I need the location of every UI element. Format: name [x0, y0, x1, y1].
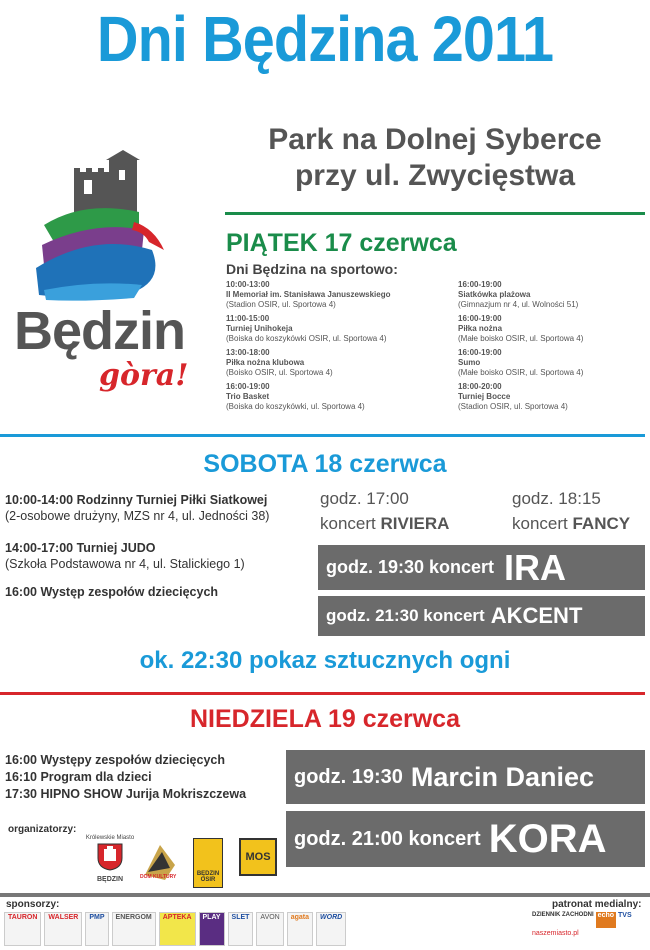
- sponsor-logo: PMP: [85, 912, 108, 946]
- bedzin-logo: [14, 150, 214, 400]
- saturday-heading: SOBOTA 18 czerwca: [203, 450, 447, 478]
- patron-logo: naszemiasto.pl: [532, 930, 579, 937]
- sponsor-logo: ENERGOM: [112, 912, 156, 946]
- crest-icon: [95, 841, 125, 871]
- friday-left-column: [226, 280, 456, 412]
- patron-logo: echo: [596, 912, 616, 928]
- list-item: 16:00-19:00 Piłka nożna (Małe boisko OSIR, ul. Sportowa 4): [458, 314, 584, 343]
- concert-kora-bar: godz. 21:00 koncert KORA: [286, 811, 645, 867]
- concert-akcent-bar: godz. 21:30 koncert AKCENT: [318, 596, 645, 636]
- friday-subheading: Dni Będzina na sportowo:: [226, 261, 398, 277]
- list-item: 17:30 HIPNO SHOW Jurija Mokriszczewa: [5, 787, 247, 801]
- footer-rule: [0, 893, 650, 897]
- sponsor-logo: AVON: [256, 912, 283, 946]
- list-item: 14:00-17:00 Turniej JUDO (Szkoła Podstawowa nr 4, ul. Stalickiego 1): [5, 541, 245, 571]
- sponsors-label: sponsorzy:: [6, 899, 60, 910]
- list-item: 16:00-19:00 Sumo (Małe boisko OSIR, ul. Sportowa 4): [458, 348, 584, 377]
- list-item: 11:00-15:00 Turniej Unihokeja (Boiska do koszykówki OSIR, ul. Sportowa 4): [226, 314, 387, 343]
- sponsor-logo: APTEKA: [159, 912, 196, 946]
- saturday-rule: [0, 434, 645, 437]
- sponsor-logo: WALSER: [44, 912, 82, 946]
- friday-rule: [225, 212, 645, 215]
- list-item: 10:00-14:00 Rodzinny Turniej Piłki Siatkowej (2-osobowe drużyny, MZS nr 4, ul. Jedności 38): [5, 493, 270, 523]
- list-item: 13:00-18:00 Piłka nożna klubowa (Boisko OSIR, ul. Sportowa 4): [226, 348, 333, 377]
- dom-kultury-logo: DOM KULTURY: [140, 840, 180, 885]
- list-item: 16:00 Występy zespołów dziecięcych: [5, 753, 226, 767]
- sponsor-logo: WORD: [316, 912, 346, 946]
- list-item: 16:00-19:00 Trio Basket (Boiska do koszykówki, ul. Sportowa 4): [226, 382, 365, 411]
- patron-logo: DZIENNIK ZACHODNI: [532, 912, 594, 918]
- sponsor-logo: agata: [287, 912, 313, 946]
- sponsor-logo: SLET: [228, 912, 254, 946]
- organizers-label: organizatorzy:: [8, 824, 77, 835]
- list-item: 16:10 Program dla dzieci: [5, 770, 152, 784]
- osir-logo: BĘDZIN OSIR: [193, 838, 223, 888]
- friday-heading: PIĄTEK 17 czerwca: [226, 229, 457, 257]
- logo-wordmark: Będzin: [14, 301, 186, 361]
- mos-logo: MOS: [238, 838, 278, 886]
- venue-line-2: przy ul. Zwycięstwa: [294, 159, 576, 192]
- sponsor-logo: PLAY: [199, 912, 225, 946]
- concert-daniec-bar: godz. 19:30 Marcin Daniec: [286, 750, 645, 804]
- sponsor-logo: TAURON: [4, 912, 41, 946]
- sunday-heading: NIEDZIELA 19 czerwca: [189, 705, 460, 733]
- sunday-events: [5, 752, 285, 803]
- sponsor-logos: [4, 912, 524, 946]
- sunday-rule: [0, 692, 645, 695]
- concert-fancy: godz. 18:15 koncert FANCY: [512, 489, 631, 533]
- list-item: 18:00-20:00 Turniej Bocce (Stadion OSIR, ul. Sportowa 4): [458, 382, 568, 411]
- list-item: 10:00-13:00 II Memoriał im. Stanisława Januszewskiego (Stadion OSIR, ul. Sportowa 4): [226, 280, 391, 309]
- patron-logos: [532, 912, 647, 946]
- saturday-events: [5, 492, 315, 600]
- list-item: 16:00 Występ zespołów dziecięcych: [5, 585, 219, 599]
- bedzin-crest-logo: Królewskie Miasto BĘDZIN: [85, 835, 135, 883]
- patron-logo: TVS: [618, 912, 632, 919]
- friday-right-column: [458, 280, 643, 412]
- venue-line-1: Park na Dolnej Syberce: [268, 123, 602, 156]
- fireworks-announcement: ok. 22:30 pokaz sztucznych ogni: [139, 647, 511, 674]
- concert-ira-bar: godz. 19:30 koncert IRA: [318, 545, 645, 590]
- list-item: 16:00-19:00 Siatkówka plażowa (Gimnazjum nr 4, ul. Wolności 51): [458, 280, 579, 309]
- logo-tagline: gòra!: [99, 358, 189, 393]
- concert-riviera: godz. 17:00 koncert RIVIERA: [320, 489, 450, 533]
- poster-title: Dni Będzina 2011: [96, 3, 554, 75]
- patronage-label: patronat medialny:: [552, 899, 642, 910]
